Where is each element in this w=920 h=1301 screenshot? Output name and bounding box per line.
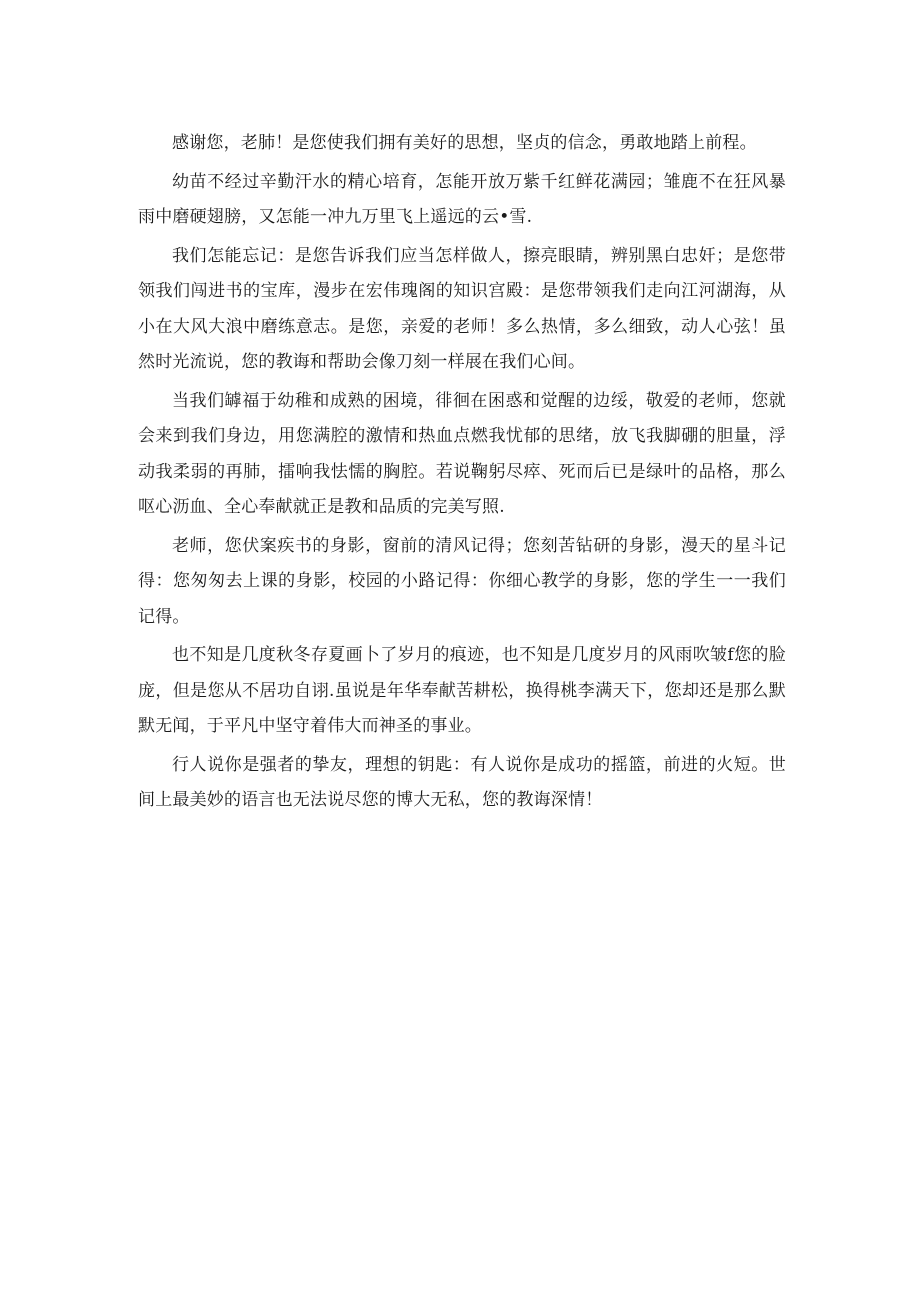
paragraph-5: 老师，您伏案疾书的身影，窗前的清风记得；您刻苦钻研的身影，漫天的星斗记得：您匆匆去上课的身影，校园的小路记得：你细心教学的身影，您的学生一一我们记得。: [138, 535, 786, 627]
document-body: [138, 126, 786, 822]
paragraph-1: 感谢您，老肺！是您使我们拥有美好的思想，坚贞的信念，勇敢地踏上前程。: [172, 133, 757, 153]
paragraph-3: 我们怎能忘记：是您告诉我们应当怎样做人，擦亮眼睛，辨别黑白忠奸；是您带领我们闯进书的宝库，漫步在宏伟瑰阁的知识宫殿：是您带领我们走向江河湖海，从小在大风大浪中磨练意志。是您，亲爱的老师！多么热情，多么细致，动人心弦！虽然时光流说，您的教诲和帮助会像刀刻一样展在我们心间。: [138, 245, 786, 372]
paragraph-4: 当我们罅福于幼稚和成熟的困境，徘徊在困惑和觉醒的边绥，敬爱的老师，您就会来到我们身边，用您满腔的激情和热血点燃我忧郁的思绪，放飞我脚硼的胆量，浮动我柔弱的再肺，擂响我怯懦的胸腔。若说鞠躬尽瘁、死而后已是绿叶的品格，那么呕心沥血、全心奉献就正是教和品质的完美写照.: [138, 390, 786, 517]
paragraph-6: 也不知是几度秋冬存夏画卜了岁月的痕迹，也不知是几度岁月的风雨吹皱f您的脸庞，但是您从不居功自诩.虽说是年华奉献苦耕松，换得桃李满天下，您却还是那么默默无闻，于平凡中坚守着伟大而神圣的事业。: [138, 645, 786, 736]
paragraph-7: 行人说你是强者的挚友，理想的钥匙：有人说你是成功的摇篮，前进的火短。世间上最美妙的语言也无法说尽您的博大无私，您的教诲深情！: [138, 754, 786, 810]
paragraph-2: 幼苗不经过辛勤汗水的精心培育，怎能开放万紫千红鲜花满园；雏鹿不在狂风暴雨中磨硬翅膀，又怎能一冲九万里飞上遥远的云•雪.: [138, 171, 786, 227]
